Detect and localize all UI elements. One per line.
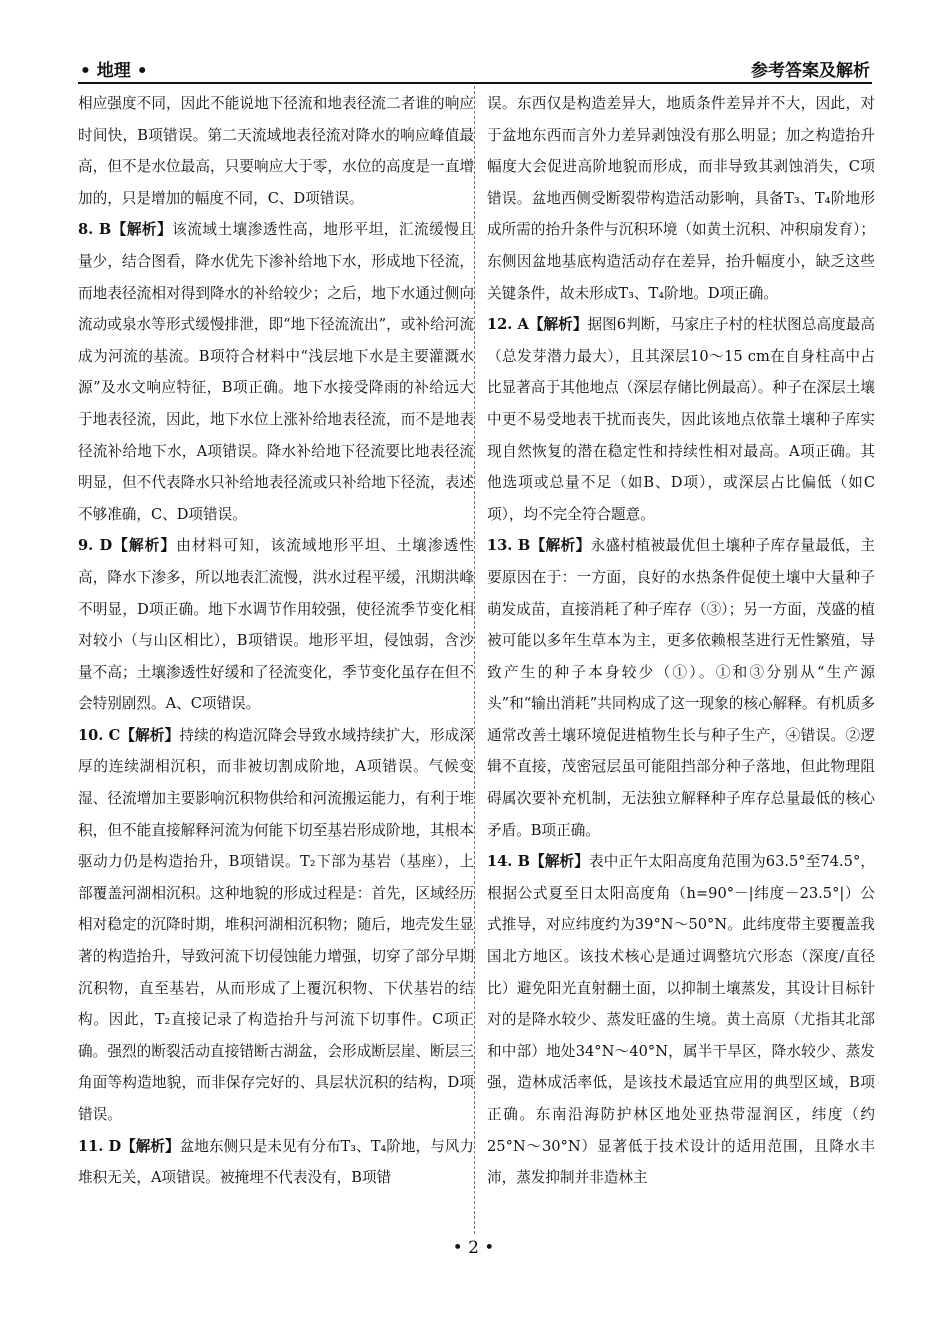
- q11-continuation: 误。东西仅是构造差异大，地质条件差异并不大，因此，对于盆地东西而言外力差异剥蚀没有那么明显；加之构造抬升幅度大会促进高阶地貌而形成，而非导致其剥蚀消失，C项错误。盆地西侧受断裂带构造活动影响，具备T₃、T₄阶地形成所需的抬升条件与沉积环境（如黄土沉积、冲积扇发育）；东侧因盆地基底构造活动存在差异，抬升幅度小，缺乏这些关键条件，故未形成T₃、T₄阶地。D项正确。: [487, 95, 875, 302]
- q10-text: 持续的构造沉降会导致水域持续扩大，形成深厚的连续湖相沉积，而非被切割成阶地，A项错误。气候变湿、径流增加主要影响沉积物供给和河流搬运能力，有利于堆积，但不能直接解释河流为何能下切至基岩形成阶地，其根本驱动力仍是构造抬升，B项错误。T₂下部为基岩（基座），上部覆盖河湖相沉积。这种地貌的形成过程是：首先，区域经历相对稳定的沉降时期，堆积河湖相沉积物；随后，地壳发生显著的构造抬升，导致河流下切侵蚀能力增强，切穿了部分早期沉积物，直至基岩，从而形成了上覆沉积物、下伏基岩的结构。因此，T₂直接记录了构造抬升与河流下切事件。C项正确。强烈的断裂活动直接错断古湖盆，会形成断层崖、断层三角面等构造地貌，而非保存完好的、具层状沉积的结构，D项错误。: [78, 726, 474, 1123]
- answer-q14: [487, 846, 875, 1194]
- q11-label: 11. D【解析】: [78, 1137, 180, 1155]
- q13-text: 永盛村植被最优但土壤种子库存量最低，主要原因在于：一方面，良好的水热条件促使土壤中大量种子萌发成苗，直接消耗了种子库存（③）；另一方面，茂盛的植被可能以多年生草本为主，更多依赖根茎进行无性繁殖，导致产生的种子本身较少（①）。①和③分别从“生产源头”和“输出消耗”共同构成了这一现象的核心解释。有机质多通常改善土壤环境促进植物生长与种子生产，④错误。②逻辑不直接，茂密冠层虽可能阻挡部分种子落地，但此物理阻碍属次要补充机制，无法独立解释种子库存总量最低的核心矛盾。B项正确。: [487, 537, 875, 839]
- left-column: [78, 88, 474, 1194]
- q10-label: 10. C【解析】: [78, 726, 180, 744]
- q14-text: 表中正午太阳高度角范围为63.5°至74.5°，根据公式夏至日太阳高度角（h=90°－|纬度－23.5°|）公式推导，对应纬度约为39°N～50°N。此纬度带主要覆盖我国北方地区。该技术核心是通过调整坑穴形态（深度/直径比）避免阳光直射翻土面，以抑制土壤蒸发，其设计目标针对的是降水较少、蒸发旺盛的生境。黄土高原（尤指其北部和中部）地处34°N～40°N，属半干旱区，降水较少、蒸发强，造林成活率低，是该技术最适宜应用的典型区域，B项正确。东南沿海防护林区地处亚热带湿润区，纬度（约25°N～30°N）显著低于技术设计的适用范围，且降水丰沛，蒸发抑制并非造林主: [487, 853, 875, 1187]
- q8-text: 该流域土壤渗透性高，地形平坦，汇流缓慢且量少，结合图看，降水优先下渗补给地下水，形成地下径流，而地表径流相对得到降水的补给较少；之后，地下水通过侧向流动或泉水等形式缓慢排泄，即“地下径流流出”，或补给河流成为河流的基流。B项符合材料中“浅层地下水是主要灌溉水源”及水文响应特征，B项正确。地下水接受降雨的补给远大于地表径流，因此，地下水位上涨补给地表径流，而不是地表径流补给地下水，A项错误。降水补给地下径流要比地表径流明显，但不代表降水只补给地表径流或只补给地下径流，表述不够准确，C、D项错误。: [78, 221, 474, 523]
- page-header: [78, 56, 872, 84]
- q12-label: 12. A【解析】: [487, 316, 588, 334]
- answer-q8: [78, 214, 474, 530]
- section-title: 参考答案及解析: [751, 61, 870, 81]
- q8-label: 8. B【解析】: [78, 221, 173, 239]
- q11-text: 盆地东侧只是未见有分布T₃、T₄阶地，与风力堆积无关，A项错误。被掩埋不代表没有，B项错: [78, 1137, 474, 1187]
- column-divider: [474, 86, 475, 1234]
- q13-label: 13. B【解析】: [487, 537, 591, 555]
- q9-label: 9. D【解析】: [78, 537, 177, 555]
- q12-text: 据图6判断，马家庄子村的柱状图总高度最高（总发芽潜力最大），且其深层10～15 cm在自身柱高中占比显著高于其他地点（深层存储比例最高）。种子在深层土壤中更不易受地表干扰而丧失，因此该地点依靠土壤种子库实现自然恢复的潜在稳定性和持续性相对最高。A项正确。其他选项或总量不足（如B、D项），或深层占比偏低（如C项），均不完全符合题意。: [487, 316, 875, 523]
- answer-q9: [78, 530, 474, 720]
- page-number: • 2 •: [452, 1238, 495, 1258]
- subject-label: • 地理 •: [80, 61, 148, 81]
- q14-label: 14. B【解析】: [487, 853, 590, 871]
- answer-q12: [487, 309, 875, 530]
- answer-q11: [78, 1131, 474, 1194]
- right-column: [487, 88, 875, 1194]
- answer-q13: [487, 530, 875, 846]
- answer-q10: [78, 720, 474, 1131]
- q7-continuation: 相应强度不同，因此不能说地下径流和地表径流二者谁的响应时间快，B项错误。第二天流域地表径流对降水的响应峰值最高，但不是水位最高，只要响应大于零，水位的高度是一直增加的，只是增加的幅度不同，C、D项错误。: [78, 95, 474, 207]
- q9-text: 由材料可知，该流域地形平坦、土壤渗透性高，降水下渗多，所以地表汇流慢，洪水过程平缓，汛期洪峰不明显，D项正确。地下水调节作用较强，使径流季节变化相对较小（与山区相比），B项错误。地形平坦，侵蚀弱，含沙量不高；土壤渗透性好缓和了径流变化，季节变化虽存在但不会特别剧烈。A、C项错误。: [78, 537, 474, 713]
